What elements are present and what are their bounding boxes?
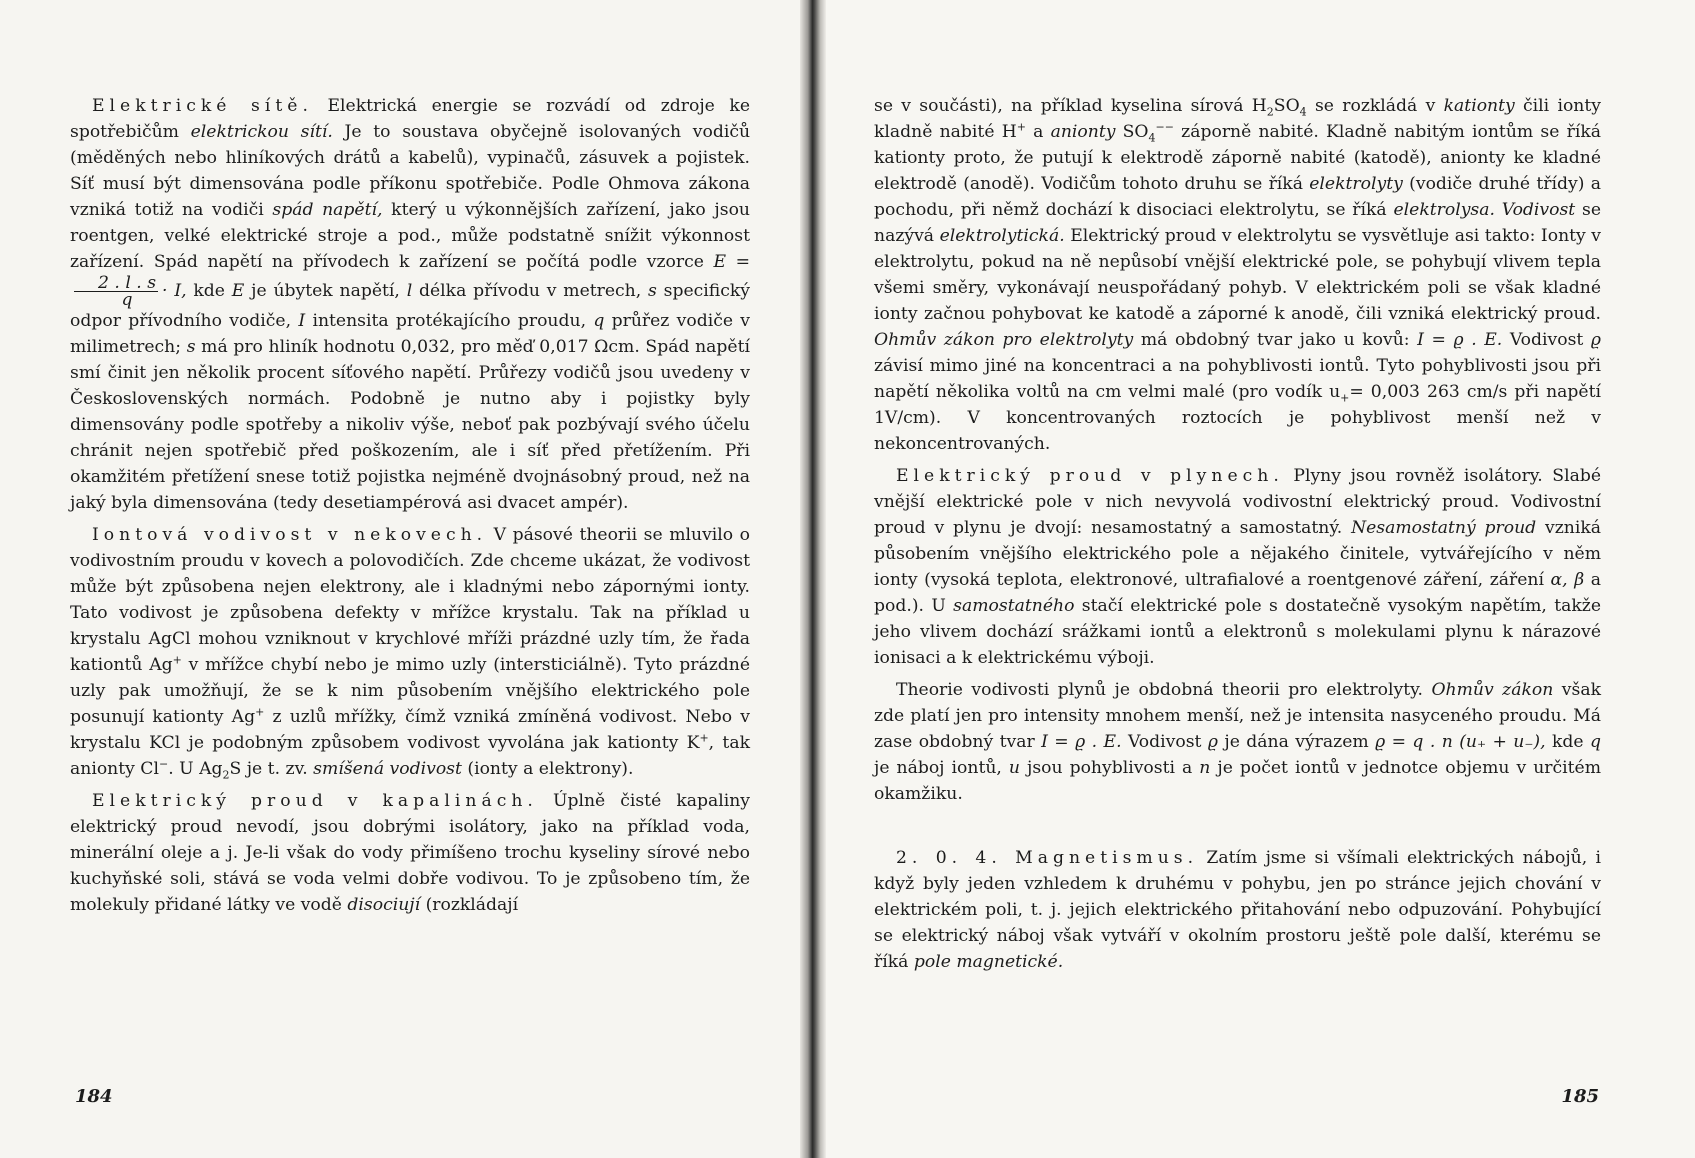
paragraph-current-in-liquids: Elektrický proud v kapalinách. Úplně čisté kapaliny elektrický proud nevodí, jsou dobrými isolátory, jako na příklad voda, minerální oleje a j. Je-li však do vody přimíšeno trochu kyseliny sírové nebo kuchyňské soli, stává se voda velmi dobře vodivou. To je způsobeno tím, že molekuly přidané látky ve vodě disociují (rozkládají xyxy=(70,791,751,915)
right-page xyxy=(812,0,1695,1158)
paragraph-current-in-gases: Elektrický proud v plynech. Plyny jsou rovněž isolátory. Slabé vnější elektrické pole v nich nevyvolá vodivostní elektrický proud. Vodivostní proud v plynu je dvojí: nesamostatný a samostatný. Nesamostatný proud vzniká působením vnějšího elektrického pole a nějakého činitele, vytvářejícího v něm ionty (vysoká teplota, elektronové, ultrafialové a roentgenové záření, záření α, β a pod.). U samostatného stačí elektrické pole s dostatečně vysokým napětím, takže jeho vlivem dochází srážkami iontů a elektronů s molekulami plynu k nárazové ionisaci a k elektrickému výboji. xyxy=(874,466,1601,668)
page-number: 184 xyxy=(75,1086,113,1107)
section-heading: Elektrický proud v plynech. xyxy=(896,466,1284,486)
formula-rhs: · I, xyxy=(162,281,187,301)
section-heading: Elektrický proud v kapalinách. xyxy=(92,791,538,811)
left-page xyxy=(0,0,812,1158)
section-heading: Iontová vodivost v nekovech. xyxy=(92,525,488,545)
section-heading: Elektrické sítě. xyxy=(92,96,313,116)
page-number: 185 xyxy=(1561,1086,1599,1107)
book-gutter xyxy=(800,0,826,1158)
paragraph-magnetism: 2. 0. 4. Magnetismus. Zatím jsme si všímali elektrických nábojů, i když byly jeden vzhledem k druhému v pohybu, jen po stránce jejich chování v elektrickém poli, t. j. jejich elektrického přitahování nebo odpuzování. Pohybující se elektrický náboj však vytváří v okolním prostoru ještě pole další, kterému se říká pole magnetické. xyxy=(874,848,1601,972)
paragraph-gas-conductivity-theory: Theorie vodivosti plynů je obdobná theorii pro elektrolyty. Ohmův zákon však zde platí jen pro intensity mnohem menší, než je intensita nasyceného proudu. Má zase obdobný tvar I = ϱ . E. Vodivost ϱ je dána výrazem ϱ = q . n (u₊ + u₋), kde q je náboj iontů, u jsou pohyblivosti a n je počet iontů v jednotce objemu v určitém okamžiku. xyxy=(874,680,1602,804)
formula-lhs: E = xyxy=(713,252,750,272)
paragraph-ionic-conductivity: Iontová vodivost v nekovech. V pásové theorii se mluvilo o vodivostním proudu v kovech a polovodičích. Zde chceme ukázat, že vodivost může být způsobena nejen elektrony, ale i kladnými nebo zápornými ionty. Tato vodivost je způsobena defekty v mřížce krystalu. Tak na příklad u krystalu AgCl mohou vzniknout v krychlové mříži prázdné uzly tím, že řada kationtů Ag+ v mřížce chybí nebo je mimo uzly (intersticiálně). Tyto prázdné uzly pak umožňují, že se k nim působením vnějšího elektrického pole posunují kationty Ag+ z uzlů mřížky, čímž vzniká zmíněná vodivost. Nebo v krystalu KCl je podobným způsobem vodivost vyvolána jak kationty K+, tak anionty Cl−. U $Ag_2S$ je t. zv. smíšená vodivost (ionty a elektrony). xyxy=(70,525,751,782)
right-text-column xyxy=(874,93,1601,975)
paragraph-electrolytes: se v součásti), na příklad kyselina sírová $H_2SO_4$ se rozkládá v kationty čili ionty kladně nabité H+ a anionty $SO_4^{--}$ záporně nabité. Kladně nabitým iontům se říká kationty proto, že putují k elektrodě záporně nabité (katodě), anionty ke kladné elektrodě (anodě). Vodičům tohoto druhu se říká elektrolyty (vodiče druhé třídy) a pochodu, při němž dochází k disociaci elektrolytu, se říká elektrolysa. Vodivost se nazývá elektrolytická. Elektrický proud v elektrolytu se vysvětluje asi takto: Ionty v elektrolytu, pokud na ně nepůsobí vnější elektrické pole, se pohybují vlivem tepla všemi směry, vykonávají neuspořádaný pohyb. V elektrickém poli se však kladné ionty začnou pohybovat ke katodě a záporné k anodě, čili vzniká elektrický proud. Ohmův zákon pro elektrolyty má obdobný tvar jako u kovů: I = ϱ . E. Vodivost ϱ závisí mimo jiné na koncentraci a na pohyblivosti iontů. Tyto pohyblivosti jsou při napětí několika voltů na cm velmi malé (pro vodík $u_+= 0,003$ 263 cm/s při napětí 1V/cm). V koncentrovaných roztocích je pohyblivost menší než v nekoncentrovaných. xyxy=(874,96,1601,454)
left-text-column xyxy=(70,93,750,918)
paragraph-electric-networks: Elektrické sítě. Elektrická energie se rozvádí od zdroje ke spotřebičům elektrickou sítí. Je to soustava obyčejně isolovaných vodičů (měděných nebo hliníkových drátů a kabelů), vypinačů, zásuvek a pojistek. Síť musí být dimensována podle příkonu spotřebiče. Podle Ohmova zákona vzniká totiž na vodiči spád napětí, který u výkonnějších zařízení, jako jsou roentgen, velké elektrické stroje a pod., může podstatně snížit výkonnost zařízení. Spád napětí na přívodech k zařízení se počítá podle vzorce E = $\frac{2 . l . s}{q}$ · I, kde E je úbytek napětí, l délka přívodu v metrech, s specifický odpor přívodního vodiče, I intensita protékajícího proudu, q průřez vodiče v milimetrech; s má pro hliník hodnotu 0,032, pro měď 0,017 Ωcm. Spád napětí smí činit jen několik procent síťového napětí. Průřezy vodičů jsou uvedeny v Československých normách. Podobně je nutno aby i pojistky byly dimensovány podle spotřeby a nikoliv výše, neboť pak pozbývají svého účelu chránit nejen spotřebič před poškozením, ale i síť před přetížením. Při okamžitém přetížení snese totiž pojistka nejméně dvojnásobný proud, než na jaký byla dimensována (tedy desetiampérová asi dvacet ampér). xyxy=(70,96,751,513)
formula-fraction: $\frac{2 . l . s}{q}$ xyxy=(74,275,158,308)
section-heading: 2. 0. 4. Magnetismus. xyxy=(896,848,1199,868)
